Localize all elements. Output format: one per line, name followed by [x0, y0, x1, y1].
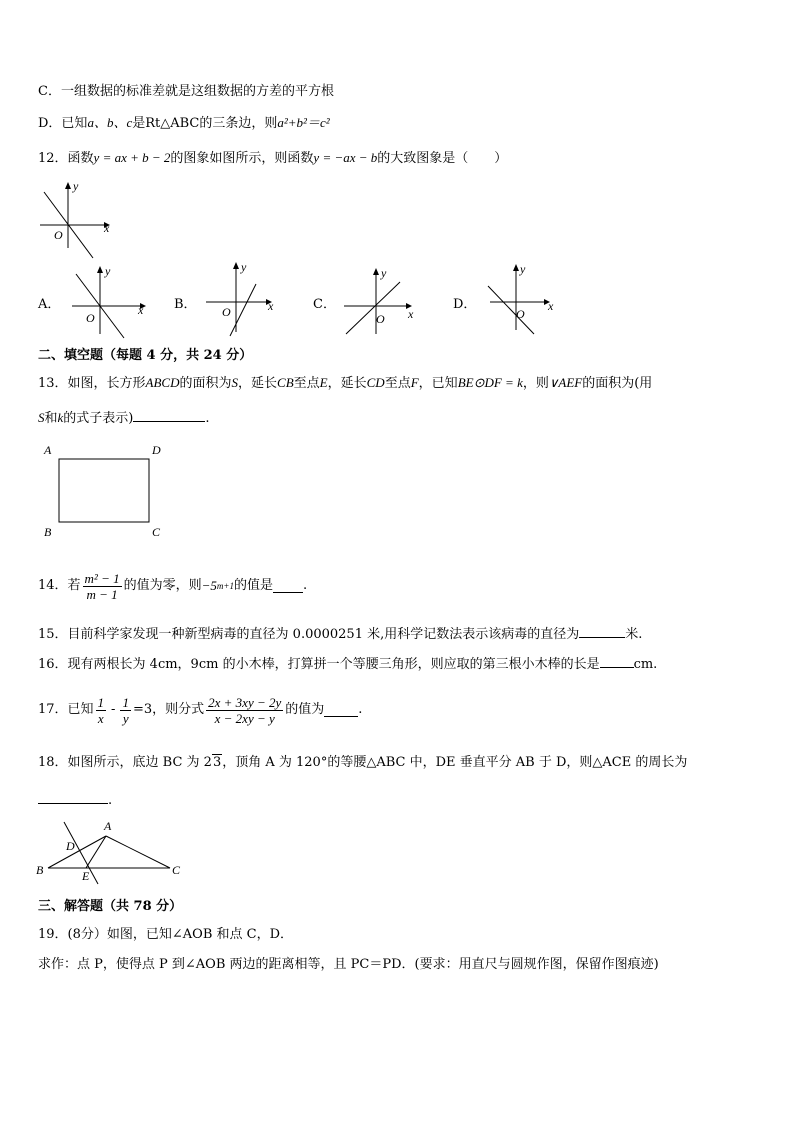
q13-line2: S和k的式子表示) .	[38, 410, 210, 426]
svg-text:y: y	[381, 266, 387, 280]
svg-text:A: A	[44, 443, 52, 457]
svg-text:E: E	[82, 869, 90, 883]
q16-question: 16．现有两根长为 4cm，9cm 的小木棒，打算拼一个等腰三角形，则应取的第三根小木棒的长是 cm.	[38, 654, 657, 673]
svg-text:y: y	[105, 264, 111, 278]
q12-option-b-label: B．	[174, 297, 197, 312]
q12-option-c-graph	[338, 268, 428, 336]
svg-text:x: x	[408, 307, 414, 321]
q14-answer-blank[interactable]	[273, 579, 303, 593]
origin-label: O	[54, 228, 63, 242]
q11-option-c: C．一组数据的标准差就是这组数据的方差的平方根	[38, 84, 334, 99]
q18-answer-line: .	[38, 790, 112, 809]
q16-answer-blank[interactable]	[600, 654, 634, 668]
q14-fraction: $\frac{\text{m² − 1}}{m - 1}$	[84, 570, 120, 602]
q12-question: 12．函数y = ax + b − 2的图象如图所示，则函数y = −ax − b的大致图象是（ ）	[38, 150, 508, 166]
q13-rectangle-figure	[38, 440, 178, 545]
q12-option-b-graph	[200, 262, 290, 336]
axis-y-label: y	[73, 179, 79, 193]
q17-answer-blank[interactable]	[324, 703, 358, 717]
svg-text:C: C	[172, 863, 181, 877]
axis-x-label: x	[104, 221, 110, 235]
q11-option-d: D．已知a、b、c是Rt△ABC的三条边，则a²+b²＝c²	[38, 115, 330, 131]
q14-question: 14．若 $\frac{\text{m² − 1}}{m - 1}$ 的值为零，则 −5 m+1 的值是 .	[38, 570, 308, 602]
svg-text:O: O	[222, 305, 231, 319]
svg-text:D: D	[66, 839, 75, 853]
q12-option-a-graph	[62, 266, 152, 336]
q19-line1: 19．(8分）如图，已知∠AOB 和点 C，D．	[38, 927, 294, 942]
svg-text:y: y	[520, 262, 526, 276]
q19-line2: 求作：点 P，使得点 P 到∠AOB 两边的距离相等，且 PC＝PD．(要求：用直尺与圆规作图，保留作图痕迹)	[38, 957, 659, 972]
q12-option-d-label: D．	[453, 297, 477, 312]
q12-option-d-graph	[484, 264, 574, 336]
q12-given-graph	[38, 180, 118, 250]
q18-triangle-figure	[34, 818, 194, 886]
svg-text:D: D	[152, 443, 161, 457]
q12-option-c-label: C．	[313, 297, 336, 312]
q12-option-a-label: A．	[38, 297, 61, 312]
svg-text:x: x	[138, 303, 144, 317]
svg-text:y: y	[241, 260, 247, 274]
svg-text:x: x	[268, 299, 274, 313]
q13-answer-blank[interactable]	[133, 408, 205, 422]
q15-question: 15．目前科学家发现一种新型病毒的直径为 0.0000251 米,用科学记数法表示该病毒的直径为 米.	[38, 624, 642, 643]
svg-text:O: O	[516, 307, 525, 321]
q13-line1: 13．如图，长方形ABCD的面积为S，延长CB至点E，延长CD至点F，已知BE⊙DF = k，则∨AEF的面积为(用	[38, 375, 653, 391]
q17-question: 17．已知 $\frac{1}{x}$ - $\frac{1}{y}$ =3，则分式 $\frac{2x + 3xy - 2y}{x - 2xy - y}$ 的值为 .	[38, 694, 363, 726]
svg-text:A: A	[104, 819, 112, 833]
q18-question: 18．如图所示，底边 BC 为 23，顶角 A 为 120°的等腰△ABC 中，DE 垂直平分 AB 于 D，则△ACE 的周长为	[38, 755, 688, 770]
svg-text:C: C	[152, 525, 161, 539]
svg-text:O: O	[86, 311, 95, 325]
svg-text:O: O	[376, 312, 385, 326]
svg-text:B: B	[44, 525, 52, 539]
q15-answer-blank[interactable]	[579, 624, 625, 638]
svg-text:x: x	[548, 299, 554, 313]
q18-answer-blank[interactable]	[38, 790, 108, 804]
section-2-heading: 二、填空题（每题 4 分，共 24 分）	[38, 348, 253, 363]
svg-text:B: B	[36, 863, 44, 877]
section-3-heading: 三、解答题（共 78 分）	[38, 899, 183, 914]
